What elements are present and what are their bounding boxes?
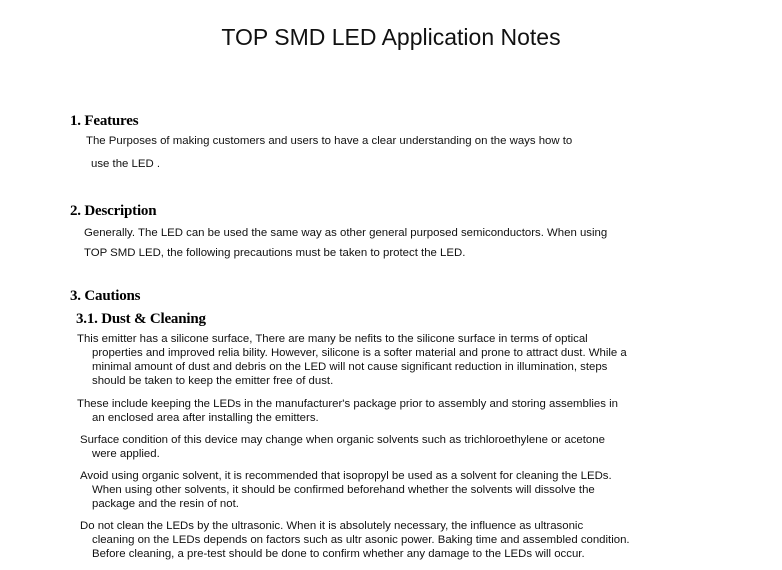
dust-para5-line-1: Do not clean the LEDs by the ultrasonic. When it is absolutely necessary, the influence as ultrasonic [80,520,584,532]
dust-para3-line-1: Surface condition of this device may change when organic solvents such as trichloroethylene or acetone [80,434,605,446]
dust-para1-line-2: properties and improved relia bility. However, silicone is a softer material and prone to attract dust. While a [92,347,627,359]
features-line-2: use the LED . [91,158,161,170]
dust-para1-line-4: should be taken to keep the emitter free of dust. [92,375,334,387]
dust-para4-line-2: When using other solvents, it should be confirmed beforehand whether the solvents will dissolve the [92,484,595,496]
description-line-2: TOP SMD LED, the following precautions must be taken to protect the LED. [84,247,466,259]
dust-para4-line-3: package and the resin of not. [92,498,239,510]
section-heading-features: 1. Features [70,113,139,129]
dust-para5-line-3: Before cleaning, a pre-test should be done to confirm whether any damage to the LEDs will occur. [92,548,585,560]
dust-para2-line-2: an enclosed area after installing the emitters. [92,412,319,424]
dust-para5-line-2: cleaning on the LEDs depends on factors such as ultr asonic power. Baking time and assembled condition. [92,534,630,546]
dust-para2-line-1: These include keeping the LEDs in the manufacturer's package prior to assembly and storing assemblies in [77,398,618,410]
subsection-heading-dust-cleaning: 3.1. Dust & Cleaning [76,311,206,327]
dust-para1-line-1: This emitter has a silicone surface, There are many be nefits to the silicone surface in terms of optical [77,333,588,345]
section-heading-cautions: 3. Cautions [70,288,141,304]
dust-para4-line-1: Avoid using organic solvent, it is recommended that isopropyl be used as a solvent for cleaning the LEDs. [80,470,612,482]
page-title: TOP SMD LED Application Notes [221,24,561,50]
section-heading-description: 2. Description [70,203,157,219]
description-line-1: Generally. The LED can be used the same way as other general purposed semiconductors. When using [84,227,608,239]
dust-para3-line-2: were applied. [92,448,160,460]
features-line-1: The Purposes of making customers and users to have a clear understanding on the ways how to [86,135,573,147]
dust-para1-line-3: minimal amount of dust and debris on the LED will not cause significant reduction in illumination, steps [92,361,608,373]
